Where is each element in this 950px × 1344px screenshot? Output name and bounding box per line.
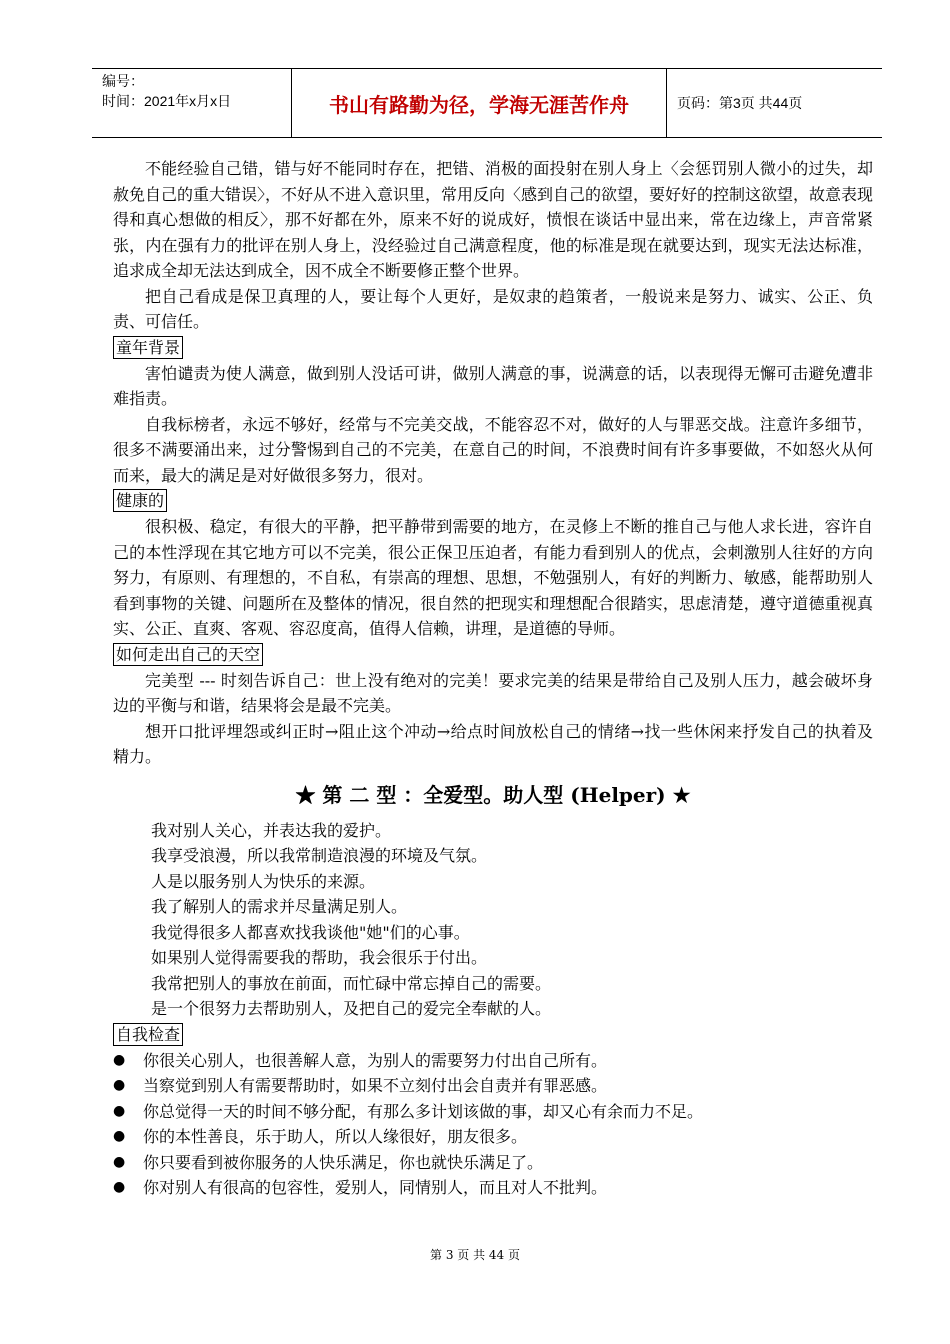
type2-line: 如果别人觉得需要我的帮助，我会很乐于付出。 — [151, 948, 488, 967]
header-motto: 书山有路勤为径，学海无涯苦作舟 — [292, 69, 667, 137]
code-label: 编号： — [102, 73, 144, 89]
paragraph: 自我标榜者，永远不够好，经常与不完美交战，不能容忍不对，做好的人与罪恶交战。注意许多细节，很多不满要涌出来，过分警惕到自己的不完美，在意自己的时间，不浪费时间有许多事要做，不如怒火从何而来，最大的满足是对好做很多努力，很对。 — [113, 414, 873, 485]
section-heading-escape: 如何走出自己的天空 — [113, 643, 263, 666]
bullet-item: ● 你很关心别人，也很善解人意，为别人的需要努力付出自己所有。 — [111, 1048, 873, 1074]
header-page-label: 页码：第3页 共44页 — [677, 95, 803, 111]
bullet-item: ● 你只要看到被你服务的人快乐满足，你也就快乐满足了。 — [111, 1150, 873, 1176]
paragraph: 想开口批评埋怨或纠正时→阻止这个冲动→给点时间放松自己的情绪→找一些休闲来抒发自己的执着及精力。 — [113, 721, 873, 766]
type2-line: 我常把别人的事放在前面，而忙碌中常忘掉自己的需要。 — [151, 973, 552, 993]
paragraph: 害怕谴责为使人满意，做到别人没话可讲，做别人满意的事，说满意的话，以表现得无懈可击避免遭非难指责。 — [113, 363, 873, 408]
type2-line: 是一个很努力去帮助别人，及把自己的爱完全奉献的人。 — [151, 999, 552, 1018]
bullet-item: ● 你的本性善良，乐于助人，所以人缘很好，朋友很多。 — [111, 1124, 873, 1150]
section-heading-childhood: 童年背景 — [113, 336, 183, 359]
page-footer: 第 3 页 共 44 页 — [430, 1248, 520, 1262]
header-meta — [92, 69, 292, 137]
document-body — [113, 156, 873, 1201]
page-header — [92, 68, 882, 138]
paragraph: 很积极、稳定，有很大的平静，把平静带到需要的地方，在灵修上不断的推自己与他人求长进，容许自己的本性浮现在其它地方可以不完美，很公正保卫压迫者，有能力看到别人的优点，会刺激别人往好的方向努力，有原则、有理想的，不自私，有崇高的理想、思想，不勉强别人，有好的判断力、敏感，能帮助别人看到事物的关键、问题所在及整体的情况，很自然的把现实和理想配合很踏实，思虑清楚，遵守道德重视真实、公正、直爽、客观、容忍度高，值得人信赖，讲理，是道德的导师。 — [113, 517, 873, 638]
bullet-item: ● 你对别人有很高的包容性，爱别人，同情别人，而且对人不批判。 — [111, 1175, 873, 1201]
type2-line: 我觉得很多人都喜欢找我谈他"她"们的心事。 — [151, 922, 470, 942]
bullet-item: ● 你总觉得一天的时间不够分配，有那么多计划该做的事，却又心有余而力不足。 — [111, 1099, 873, 1125]
section-heading-self-check: 自我检查 — [113, 1023, 183, 1046]
type2-title: ★ 第 二 型 ：全爱型。助人型 (Helper) ★ — [295, 782, 691, 807]
section-heading-healthy: 健康的 — [113, 489, 167, 512]
paragraph: 完美型 --- 时刻告诉自己：世上没有绝对的完美！要求完美的结果是带给自己及别人压力，越会破坏身边的平衡与和谐，结果将会是最不完美。 — [113, 670, 873, 715]
paragraph: 不能经验自己错，错与好不能同时存在，把错、消极的面投射在别人身上〈会惩罚别人微小的过失，却赦免自己的重大错误〉，不好从不进入意识里，常用反向〈感到自己的欲望，要好好的控制这欲望，故意表现得和真心想做的相反〉，那不好都在外，原来不好的说成好，愤恨在谈话中显出来，常在边缘上，声音常紧张，内在强有力的批评在别人身上，没经验过自己满意程度，他的标准是现在就要达到，现实无法达标准，追求成全却无法达到成全，因不成全不断要修正整个世界。 — [113, 159, 874, 280]
paragraph: 把自己看成是保卫真理的人，要让每个人更好，是奴隶的趋策者，一般说来是努力、诚实、公正、负责、可信任。 — [113, 286, 873, 331]
time-label: 时间：2021年x月x日 — [102, 93, 232, 109]
type2-line: 我享受浪漫，所以我常制造浪漫的环境及气氛。 — [151, 846, 488, 865]
type2-line: 我了解别人的需求并尽量满足别人。 — [151, 897, 408, 916]
type2-line: 我对别人关心，并表达我的爱护。 — [151, 820, 392, 840]
type2-line: 人是以服务别人为快乐的来源。 — [151, 871, 376, 891]
bullet-item: ● 当察觉到别人有需要帮助时，如果不立刻付出会自责并有罪恶感。 — [111, 1073, 873, 1099]
